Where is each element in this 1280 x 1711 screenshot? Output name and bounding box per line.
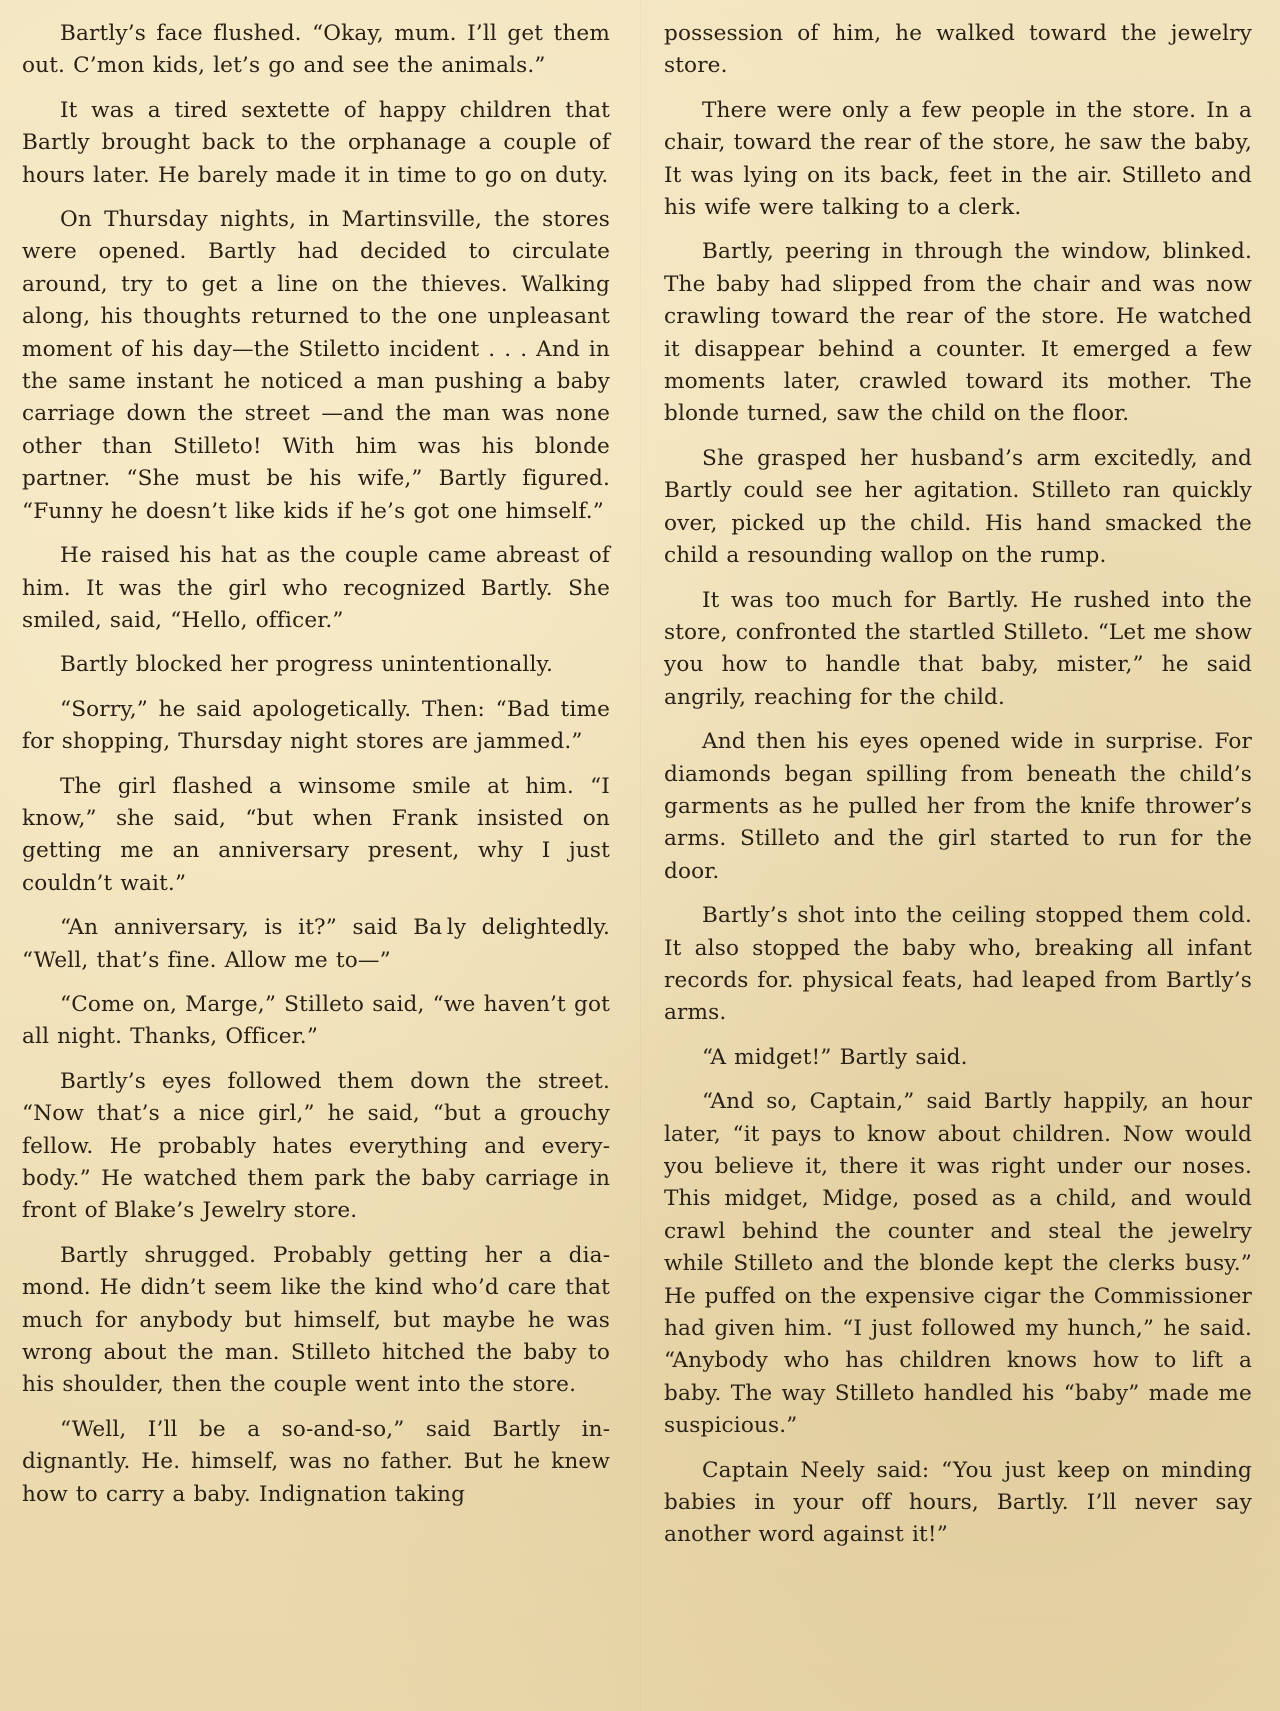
paragraph: “Sorry,” he said apologetically. Then: “Bad time for shopping, Thursday night stores are jammed.” (22, 696, 610, 755)
paragraph: Bartly’s eyes followed them down the street. “Now that’s a nice girl,” he said, “but a grouchy fellow. He probably hates everything and everybody.” He watched them park the baby carriage in front of Blake’s Jewelry store. (22, 1068, 610, 1224)
paragraph: Bartly’s shot into the ceiling stopped them cold. It also stopped the baby who, breaking all infant records for. physical feats, had leaped from Bartly’s arms. (664, 903, 1252, 1026)
paragraph: He raised his hat as the couple came abreast of him. It was the girl who recognized Bartly. She smiled, said, “Hello, officer.” (22, 543, 610, 633)
paragraph-continued: possession of him, he walked toward the jewelry store. (664, 21, 1252, 79)
right-column (664, 18, 1252, 1711)
paragraph: Bartly shrugged. Probably getting her a diamond. He didn’t seem like the kind who’d care that much for anybody but himself, but maybe he was wrong about the man. Stilleto hitched the baby to his shoulder, then the couple went into the store. (22, 1242, 610, 1398)
paragraph: “And so, Captain,” said Bartly happily, an hour later, “it pays to know about children. Now would you believe it, there it was right under our noses. This midget, Midge, posed as a child, and would crawl behind the counter and steal the jewelry while Stilleto and the blonde kept the clerks busy.” He puffed on the expensive cigar the Commissioner had given him. “I just followed my hunch,” he said. “Anybody who has children knows how to lift a baby. The way Stilleto handled his “baby” made me suspicious.” (664, 1089, 1252, 1439)
paragraph: There were only a few people in the store. In a chair, toward the rear of the store, he saw the baby, It was lying on its back, feet in the air. Stilleto and his wife were talking to a clerk. (664, 97, 1252, 221)
paragraph: “Well, I’ll be a so-and-so,” said Bartly indignantly. He. himself, was no father. But he knew how to carry a baby. Indignation taking (22, 1416, 610, 1507)
paragraph: On Thursday nights, in Martinsville, the stores were opened. Bartly had decided to circulate around, try to get a line on the thieves. Walking along, his thoughts returned to the one unpleasant moment of his day—the Stiletto incident . . . And in the same instant he noticed a man pushing a baby carriage down the street —and the man was none other than Stilleto! With him was his blonde partner. “She must be his wife,” Bartly figured. “Funny he doesn’t like kids if he’s got one himself.” (22, 207, 610, 524)
paragraph: It was too much for Bartly. He rushed into the store, confronted the startled Stilleto. “Let me show you how to handle that baby, mister,” he said angrily, reaching for the child. (664, 587, 1252, 710)
paragraph: She grasped her husband’s arm excitedly, and Bartly could see her agitation. Stilleto ran quickly over, picked up the child. His hand smacked the child a resounding wallop on the rump. (664, 445, 1252, 569)
paragraph: Captain Neely said: “You just keep on minding babies in your off hours, Bartly. I’ll never say another word against it!” (664, 1457, 1252, 1548)
paragraph: Bartly blocked her progress unintentionally. (60, 652, 554, 678)
paragraph: “Come on, Marge,” Stilleto said, “we haven’t got all night. Thanks, Officer.” (22, 991, 610, 1050)
paragraph: “A midget!” Bartly said. (702, 1044, 968, 1070)
paragraph: “An anniversary, is it?” said Ba ly delightedly. “Well, that’s fine. Allow me to—” (22, 915, 610, 973)
left-column (22, 18, 610, 1711)
column-gutter (640, 0, 641, 1711)
paragraph: The girl flashed a winsome smile at him. “I know,” she said, “but when Frank insisted on getting me an anniversary present, why I just couldn’t wait.” (22, 773, 610, 896)
paragraph: Bartly’s face flushed. “Okay, mum. I’ll get them out. C’mon kids, let’s go and see the animals.” (22, 21, 610, 79)
paragraph: Bartly, peering in through the window, blinked. The baby had slipped from the chair and was now crawling toward the rear of the store. He watched it disappear behind a counter. It emerged a few moments later, crawled toward its mother. The blonde turned, saw the child on the floor. (664, 239, 1252, 427)
paragraph: It was a tired sextette of happy children that Bartly brought back to the orphanage a couple of hours later. He barely made it in time to go on duty. (22, 97, 610, 188)
paragraph: And then his eyes opened wide in surprise. For diamonds began spilling from beneath the child’s garments as he pulled her from the knife thrower’s arms. Stilleto and the girl started to run for the door. (664, 729, 1252, 884)
